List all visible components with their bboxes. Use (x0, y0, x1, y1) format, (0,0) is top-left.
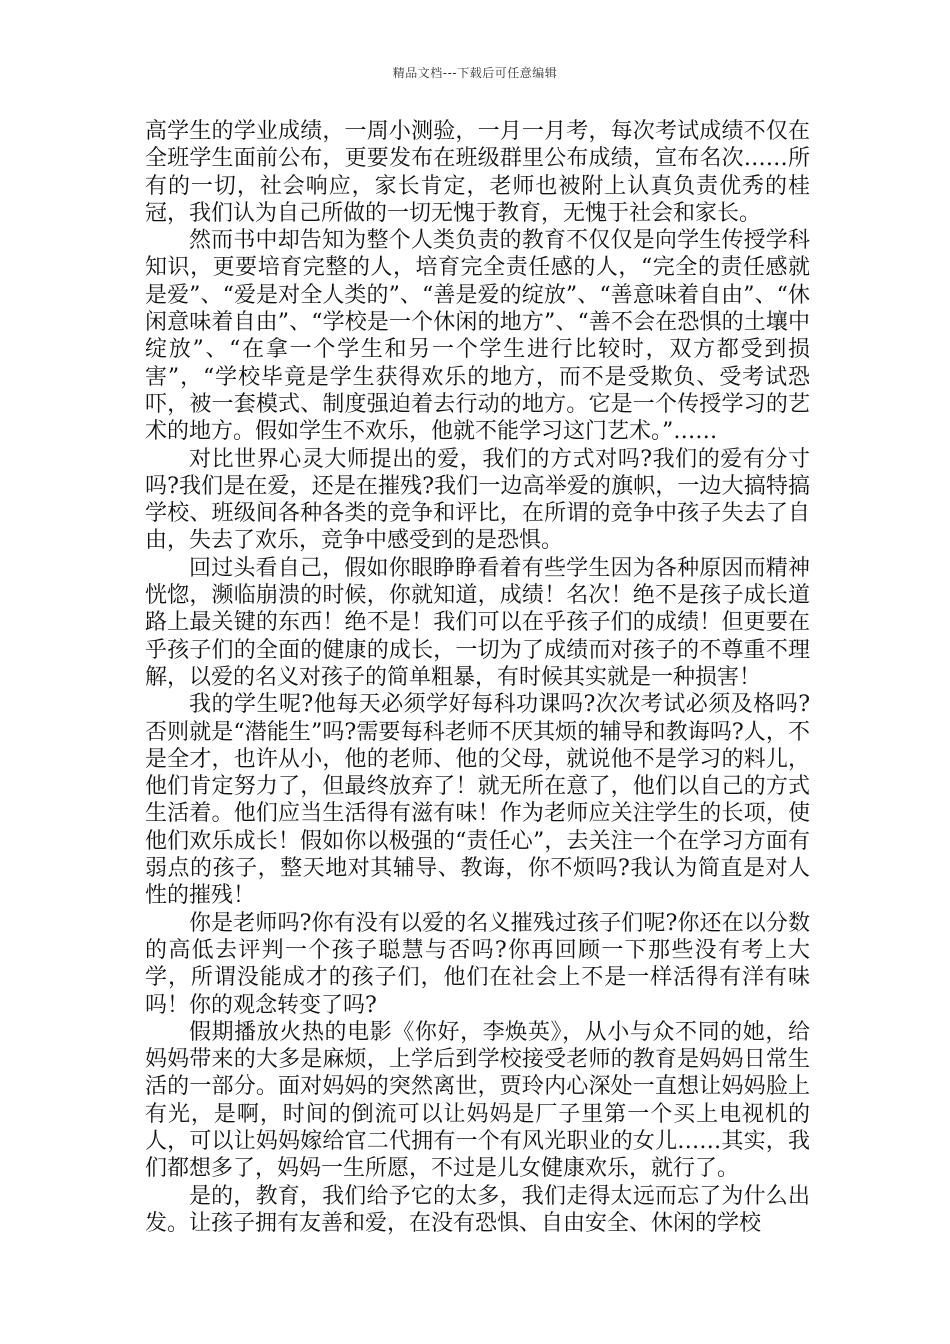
document-body (145, 118, 810, 1237)
paragraph-8: 是的，教育，我们给予它的太多，我们走得太远而忘了为什么出发。让孩子拥有友善和爱，在没有恐惧、自由安全、休闲的学校 (145, 1183, 810, 1236)
page-header: 精品文档---下载后可任意编辑 (392, 66, 558, 80)
paragraph-5: 我的学生呢?他每天必须学好每科功课吗?次次考试必须及格吗?否则就是“潜能生”吗?需要每科老师不厌其烦的辅导和教诲吗?人，不是全才，也许从小，他的老师、他的父母，就说他不是学习的料儿，他们肯定努力了，但最终放弃了！就无所在意了，他们以自己的方式生活着。他们应当生活得有滋有味！作为老师应关注学生的长项，使他们欢乐成长！假如你以极强的“责任心”，去关注一个在学习方面有弱点的孩子，整天地对其辅导、教诲，你不烦吗?我认为简直是对人性的摧残！ (145, 692, 810, 909)
paragraph-4: 回过头看自己，假如你眼睁睁看着有些学生因为各种原因而精神恍惚，濒临崩溃的时候，你就知道，成绩！名次！绝不是孩子成长道路上最关键的东西！绝不是！我们可以在乎孩子们的成绩！但更要在乎孩子们的全面的健康的成长，一切为了成绩而对孩子的不尊重不理解，以爱的名义对孩子的简单粗暴，有时候其实就是一种损害！ (145, 555, 810, 690)
paragraph-6: 你是老师吗?你有没有以爱的名义摧残过孩子们呢?你还在以分数的高低去评判一个孩子聪慧与否吗?你再回顾一下那些没有考上大学，所谓没能成才的孩子们，他们在社会上不是一样活得有洋有味吗！你的观念转变了吗? (145, 910, 810, 1018)
paragraph-2: 然而书中却告知为整个人类负责的教育不仅仅是向学生传授学科知识，更要培育完整的人，培育完全责任感的人，“完全的责任感就是爱”、“爱是对全人类的”、“善是爱的绽放”、“善意味着自由”、“休闲意味着自由”、“学校是一个休闲的地方”、“善不会在恐惧的土壤中绽放”、“在拿一个学生和另一个学生进行比较时，双方都受到损害”，“学校毕竟是学生获得欢乐的地方，而不是受欺负、受考试恐吓，被一套模式、制度强迫着去行动的地方。它是一个传授学习的艺术的地方。假如学生不欢乐，他就不能学习这门艺术。”…… (145, 228, 810, 445)
paragraph-3: 对比世界心灵大师提出的爱，我们的方式对吗?我们的爱有分寸吗?我们是在爱，还是在摧残?我们一边高举爱的旗帜，一边大搞特搞学校、班级间各种各类的竞争和评比，在所谓的竞争中孩子失去了自由，失去了欢乐，竞争中感受到的是恐惧。 (145, 446, 810, 554)
paragraph-1: 高学生的学业成绩，一周小测验，一月一月考，每次考试成绩不仅在全班学生面前公布，更要发布在班级群里公布成绩，宣布名次……所有的一切，社会响应，家长肯定，老师也被附上认真负责优秀的桂冠，我们认为自己所做的一切无愧于教育，无愧于社会和家长。 (145, 119, 810, 226)
paragraph-7: 假期播放火热的电影《你好，李焕英》，从小与众不同的她，给妈妈带来的大多是麻烦，上学后到学校接受老师的教育是妈妈日常生活的一部分。面对妈妈的突然离世，贾玲内心深处一直想让妈妈脸上有光，是啊，时间的倒流可以让妈妈是厂子里第一个买上电视机的人，可以让妈妈嫁给官二代拥有一个有风光职业的女儿……其实，我们都想多了，妈妈一生所愿，不过是儿女健康欢乐，就行了。 (145, 1019, 810, 1182)
